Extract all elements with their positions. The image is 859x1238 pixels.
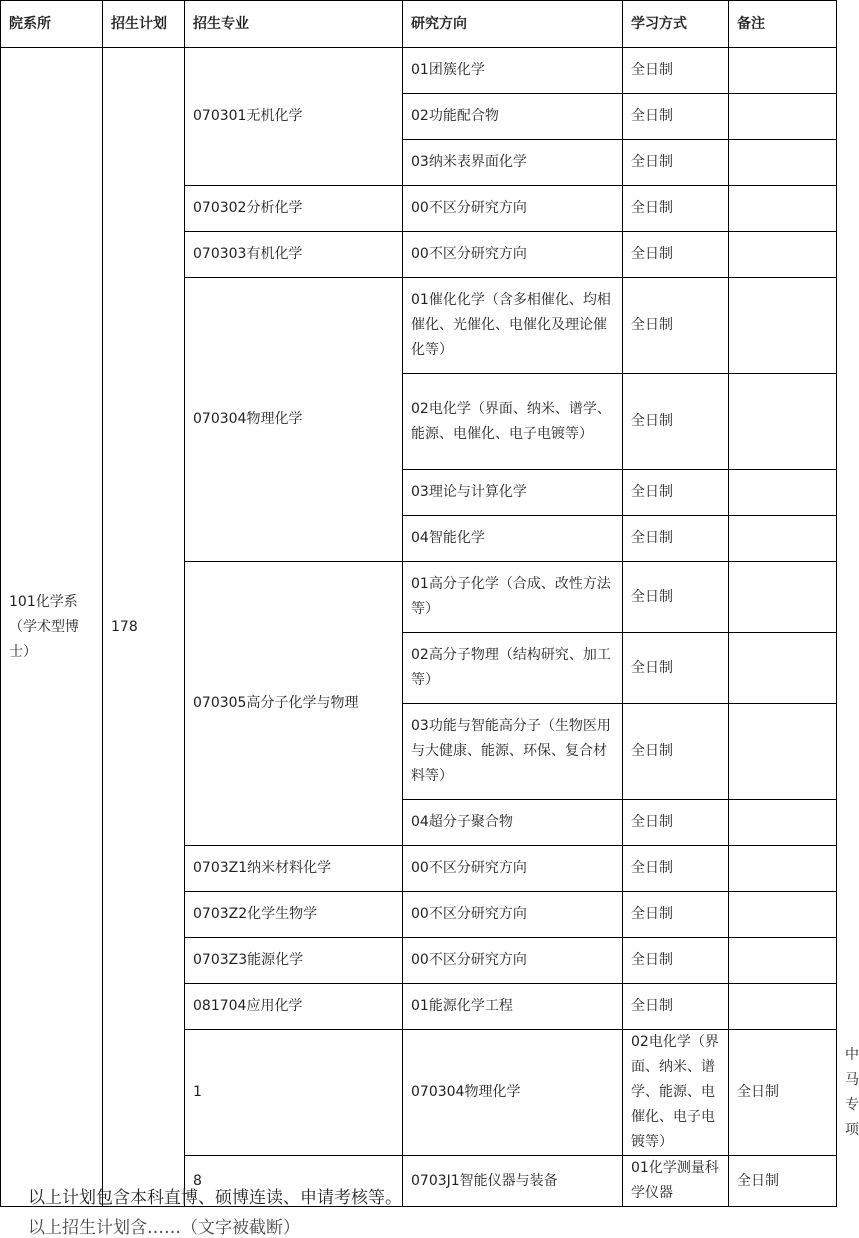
- quota-cell: 178: [103, 48, 185, 1207]
- header-research-direction: 研究方向: [403, 1, 623, 48]
- header-remarks: 备注: [729, 1, 837, 48]
- direction-cell: 03纳米表界面化学: [403, 140, 623, 186]
- study-mode-cell: 全日制: [729, 1156, 837, 1207]
- footnote-truncated: 以上招生计划含……（文字被截断）: [28, 1218, 300, 1238]
- major-cell: 0703Z2化学生物学: [185, 892, 403, 938]
- direction-cell: 00不区分研究方向: [403, 232, 623, 278]
- study-mode-cell: 全日制: [623, 186, 729, 232]
- remarks-cell: [729, 278, 837, 374]
- major-cell: 070304物理化学: [185, 278, 403, 562]
- department-cell: 101化学系（学术型博士）: [1, 48, 103, 1207]
- major-cell: 0703Z1纳米材料化学: [185, 846, 403, 892]
- major-cell: 070303有机化学: [185, 232, 403, 278]
- direction-cell: 03功能与智能高分子（生物医用与大健康、能源、环保、复合材料等）: [403, 704, 623, 800]
- remarks-cell: [729, 892, 837, 938]
- study-mode-cell: 全日制: [623, 984, 729, 1030]
- header-study-mode: 学习方式: [623, 1, 729, 48]
- study-mode-cell: 全日制: [623, 562, 729, 633]
- study-mode-cell: 全日制: [623, 938, 729, 984]
- major-cell: 070302分析化学: [185, 186, 403, 232]
- remarks-cell: [729, 140, 837, 186]
- direction-cell: 00不区分研究方向: [403, 892, 623, 938]
- major-cell: 070305高分子化学与物理: [185, 562, 403, 846]
- header-major: 招生专业: [185, 1, 403, 48]
- major-cell: 070301无机化学: [185, 48, 403, 186]
- study-mode-cell: 全日制: [623, 470, 729, 516]
- study-mode-cell: 全日制: [623, 48, 729, 94]
- remarks-cell: [729, 374, 837, 470]
- table-row: [1, 48, 837, 94]
- direction-cell: 02电化学（界面、纳米、谱学、能源、电催化、电子电镀等）: [403, 374, 623, 470]
- study-mode-cell: 全日制: [623, 516, 729, 562]
- table-row: 1 070304物理化学 02电化学（界面、纳米、谱学、能源、电催化、电子电镀等） 全日制 中马专项: [1, 1030, 837, 1156]
- study-mode-cell: 全日制: [623, 846, 729, 892]
- direction-cell: 02高分子物理（结构研究、加工等）: [403, 633, 623, 704]
- direction-cell: 01能源化学工程: [403, 984, 623, 1030]
- study-mode-cell: 全日制: [623, 94, 729, 140]
- direction-cell: 04智能化学: [403, 516, 623, 562]
- remarks-cell: [729, 232, 837, 278]
- remarks-cell: [729, 704, 837, 800]
- remarks-cell: [729, 633, 837, 704]
- remarks-cell: [729, 846, 837, 892]
- study-mode-cell: 全日制: [623, 704, 729, 800]
- remarks-cell: [729, 470, 837, 516]
- major-cell: 0703J1智能仪器与装备: [403, 1156, 623, 1207]
- study-mode-cell: 全日制: [623, 800, 729, 846]
- direction-cell: 01化学测量科学仪器: [623, 1156, 729, 1207]
- remarks-cell: [729, 186, 837, 232]
- header-department: 院系所: [1, 1, 103, 48]
- direction-cell: 00不区分研究方向: [403, 846, 623, 892]
- study-mode-cell: 全日制: [623, 892, 729, 938]
- major-cell: 070304物理化学: [403, 1030, 623, 1156]
- remarks-cell: [729, 800, 837, 846]
- direction-cell: 04超分子聚合物: [403, 800, 623, 846]
- direction-cell: 00不区分研究方向: [403, 186, 623, 232]
- footnote-plan-includes: 以上计划包含本科直博、硕博连读、申请考核等。: [28, 1188, 402, 1208]
- major-cell: 0703Z3能源化学: [185, 938, 403, 984]
- remarks-cell: [729, 516, 837, 562]
- header-quota: 招生计划: [103, 1, 185, 48]
- direction-cell: 01高分子化学（合成、改性方法等）: [403, 562, 623, 633]
- study-mode-cell: 全日制: [623, 633, 729, 704]
- direction-cell: 02电化学（界面、纳米、谱学、能源、电催化、电子电镀等）: [623, 1030, 729, 1156]
- study-mode-cell: 全日制: [623, 278, 729, 374]
- direction-cell: 03理论与计算化学: [403, 470, 623, 516]
- direction-cell: 02功能配合物: [403, 94, 623, 140]
- major-cell: 081704应用化学: [185, 984, 403, 1030]
- study-mode-cell: 全日制: [623, 140, 729, 186]
- remarks-cell: [729, 938, 837, 984]
- quota-cell: 1: [185, 1030, 403, 1156]
- direction-cell: 01团簇化学: [403, 48, 623, 94]
- quota-cell: 8: [185, 1156, 403, 1207]
- remarks-cell: [729, 94, 837, 140]
- study-mode-cell: 全日制: [729, 1030, 837, 1156]
- direction-cell: 00不区分研究方向: [403, 938, 623, 984]
- remarks-cell: [729, 984, 837, 1030]
- direction-cell: 01催化化学（含多相催化、均相催化、光催化、电催化及理论催化等）: [403, 278, 623, 374]
- table-header-row: [1, 1, 837, 48]
- remarks-cell: [729, 562, 837, 633]
- remarks-cell: [729, 48, 837, 94]
- study-mode-cell: 全日制: [623, 374, 729, 470]
- study-mode-cell: 全日制: [623, 232, 729, 278]
